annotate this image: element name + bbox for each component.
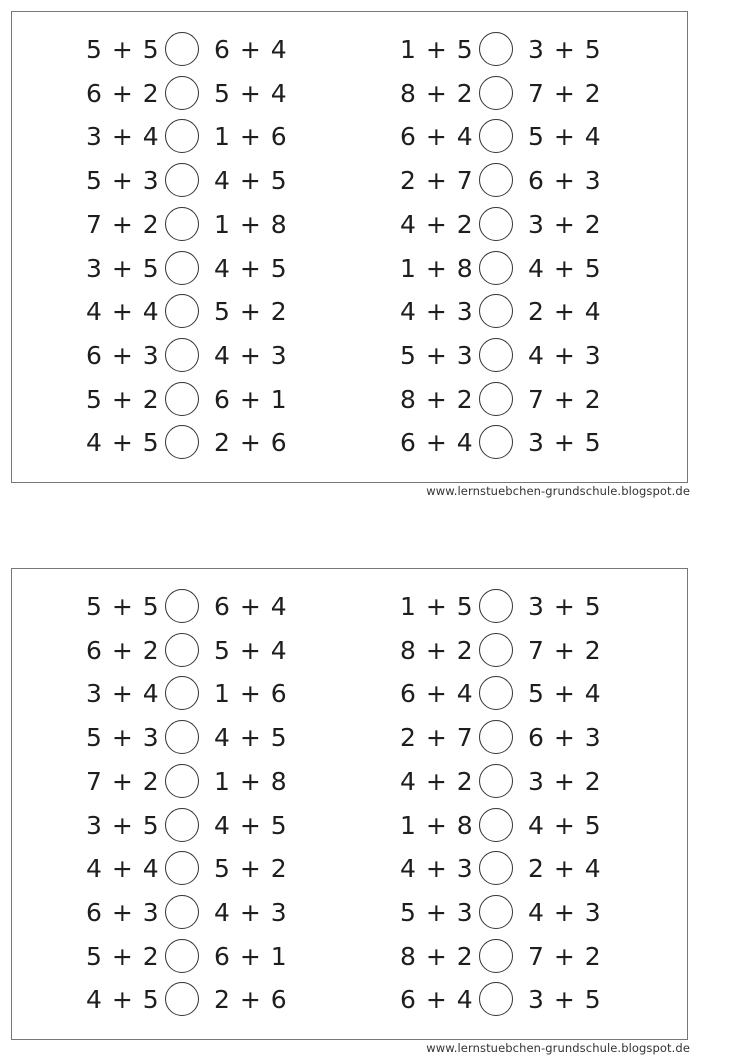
comparison-answer-circle[interactable] (165, 589, 199, 623)
worksheet-top (0, 0, 736, 500)
left-expression: 8 + 2 (400, 384, 474, 414)
comparison-answer-circle[interactable] (479, 119, 513, 153)
comparison-answer-circle[interactable] (165, 808, 199, 842)
comparison-answer-circle[interactable] (165, 939, 199, 973)
comparison-row (76, 161, 316, 205)
left-expression: 3 + 5 (86, 810, 160, 840)
right-expression: 1 + 8 (214, 766, 288, 796)
left-expression: 8 + 2 (400, 635, 474, 665)
left-expression: 3 + 4 (86, 122, 160, 152)
right-expression: 6 + 4 (214, 592, 288, 621)
right-expression: 6 + 1 (214, 941, 288, 971)
comparison-row (76, 718, 316, 762)
comparison-answer-circle[interactable] (479, 764, 513, 798)
comparison-answer-circle[interactable] (165, 76, 199, 110)
comparison-answer-circle[interactable] (479, 939, 513, 973)
right-expression: 2 + 4 (528, 297, 602, 327)
comparison-answer-circle[interactable] (165, 338, 199, 372)
comparison-answer-circle[interactable] (479, 382, 513, 416)
comparison-answer-circle[interactable] (479, 251, 513, 285)
comparison-row (390, 587, 630, 631)
comparison-answer-circle[interactable] (479, 982, 513, 1016)
comparison-answer-circle[interactable] (165, 294, 199, 328)
comparison-row (76, 336, 316, 380)
left-expression: 7 + 2 (86, 209, 160, 239)
right-expression: 3 + 2 (528, 209, 602, 239)
worksheet-frame (11, 568, 688, 1040)
comparison-row (390, 674, 630, 718)
comparison-answer-circle[interactable] (479, 851, 513, 885)
comparison-row (390, 161, 630, 205)
right-expression: 6 + 1 (214, 384, 288, 414)
left-expression: 4 + 3 (400, 297, 474, 327)
left-expression: 1 + 8 (400, 810, 474, 840)
comparison-answer-circle[interactable] (165, 163, 199, 197)
right-expression: 7 + 2 (528, 78, 602, 108)
comparison-answer-circle[interactable] (479, 294, 513, 328)
right-expression: 5 + 2 (214, 854, 288, 884)
left-expression: 5 + 3 (400, 340, 474, 370)
right-expression: 5 + 4 (528, 679, 602, 709)
left-expression: 5 + 2 (86, 384, 160, 414)
right-expression: 2 + 6 (214, 428, 288, 458)
right-expression: 3 + 5 (528, 592, 602, 621)
right-expression: 3 + 5 (528, 428, 602, 458)
right-expression: 1 + 8 (214, 209, 288, 239)
comparison-row (390, 380, 630, 424)
right-expression: 2 + 6 (214, 985, 288, 1015)
comparison-row (76, 249, 316, 293)
comparison-row (76, 849, 316, 893)
left-expression: 2 + 7 (400, 723, 474, 753)
comparison-answer-circle[interactable] (165, 895, 199, 929)
right-expression: 4 + 5 (214, 253, 288, 283)
comparison-answer-circle[interactable] (479, 76, 513, 110)
right-expression: 4 + 3 (214, 897, 288, 927)
right-expression: 3 + 2 (528, 766, 602, 796)
comparison-row (76, 380, 316, 424)
comparison-row (390, 292, 630, 336)
right-expression: 4 + 3 (528, 340, 602, 370)
comparison-row (76, 980, 316, 1024)
left-expression: 5 + 3 (86, 723, 160, 753)
comparison-answer-circle[interactable] (479, 633, 513, 667)
comparison-answer-circle[interactable] (165, 633, 199, 667)
comparison-row (76, 674, 316, 718)
comparison-row (76, 762, 316, 806)
comparison-row (76, 806, 316, 850)
comparison-answer-circle[interactable] (479, 720, 513, 754)
comparison-row (76, 117, 316, 161)
comparison-row (390, 336, 630, 380)
comparison-row (390, 980, 630, 1024)
worksheet-frame (11, 11, 688, 483)
comparison-answer-circle[interactable] (165, 764, 199, 798)
right-expression: 4 + 5 (528, 253, 602, 283)
comparison-row (390, 74, 630, 118)
comparison-answer-circle[interactable] (479, 589, 513, 623)
left-expression: 1 + 5 (400, 35, 474, 64)
comparison-row (390, 893, 630, 937)
right-expression: 1 + 6 (214, 122, 288, 152)
comparison-row (390, 30, 630, 74)
left-expression: 4 + 5 (86, 985, 160, 1015)
comparison-row (76, 631, 316, 675)
comparison-row (390, 631, 630, 675)
right-expression: 3 + 5 (528, 35, 602, 64)
right-expression: 4 + 3 (528, 897, 602, 927)
comparison-row (390, 249, 630, 293)
right-expression: 4 + 5 (214, 166, 288, 196)
comparison-row (76, 292, 316, 336)
left-expression: 1 + 5 (400, 592, 474, 621)
left-expression: 4 + 5 (86, 428, 160, 458)
right-expression: 5 + 4 (528, 122, 602, 152)
worksheet-bottom (0, 557, 736, 1057)
comparison-row (390, 205, 630, 249)
comparison-row (390, 849, 630, 893)
left-expression: 8 + 2 (400, 78, 474, 108)
comparison-answer-circle[interactable] (479, 207, 513, 241)
comparison-answer-circle[interactable] (479, 338, 513, 372)
comparison-row (390, 806, 630, 850)
right-expression: 4 + 5 (214, 723, 288, 753)
left-expression: 4 + 2 (400, 209, 474, 239)
left-expression: 3 + 5 (86, 253, 160, 283)
left-expression: 4 + 4 (86, 297, 160, 327)
left-expression: 6 + 3 (86, 340, 160, 370)
comparison-answer-circle[interactable] (165, 851, 199, 885)
left-expression: 6 + 4 (400, 122, 474, 152)
left-expression: 5 + 5 (86, 35, 160, 64)
left-expression: 1 + 8 (400, 253, 474, 283)
left-expression: 6 + 2 (86, 78, 160, 108)
left-expression: 7 + 2 (86, 766, 160, 796)
comparison-answer-circle[interactable] (165, 425, 199, 459)
right-expression: 5 + 2 (214, 297, 288, 327)
right-expression: 4 + 3 (214, 340, 288, 370)
right-expression: 3 + 5 (528, 985, 602, 1015)
comparison-row (76, 30, 316, 74)
comparison-row (390, 117, 630, 161)
left-expression: 4 + 4 (86, 854, 160, 884)
comparison-answer-circle[interactable] (165, 32, 199, 66)
comparison-row (76, 587, 316, 631)
left-expression: 4 + 3 (400, 854, 474, 884)
left-expression: 6 + 3 (86, 897, 160, 927)
left-expression: 3 + 4 (86, 679, 160, 709)
comparison-row (76, 423, 316, 467)
left-expression: 8 + 2 (400, 941, 474, 971)
comparison-row (390, 762, 630, 806)
right-expression: 4 + 5 (528, 810, 602, 840)
comparison-answer-circle[interactable] (479, 676, 513, 710)
comparison-row (390, 937, 630, 981)
comparison-row (390, 718, 630, 762)
comparison-row (76, 893, 316, 937)
comparison-answer-circle[interactable] (479, 425, 513, 459)
source-url: www.lernstuebchen-grundschule.blogspot.de (426, 1041, 690, 1055)
right-expression: 6 + 4 (214, 35, 288, 64)
left-expression: 6 + 4 (400, 428, 474, 458)
comparison-answer-circle[interactable] (165, 382, 199, 416)
comparison-row (76, 205, 316, 249)
right-expression: 1 + 6 (214, 679, 288, 709)
left-expression: 4 + 2 (400, 766, 474, 796)
left-expression: 6 + 4 (400, 679, 474, 709)
right-expression: 4 + 5 (214, 810, 288, 840)
comparison-answer-circle[interactable] (165, 207, 199, 241)
right-expression: 7 + 2 (528, 941, 602, 971)
left-expression: 6 + 2 (86, 635, 160, 665)
left-expression: 5 + 5 (86, 592, 160, 621)
comparison-answer-circle[interactable] (165, 251, 199, 285)
left-expression: 5 + 3 (86, 166, 160, 196)
right-expression: 6 + 3 (528, 166, 602, 196)
comparison-answer-circle[interactable] (479, 163, 513, 197)
left-expression: 5 + 2 (86, 941, 160, 971)
right-expression: 5 + 4 (214, 78, 288, 108)
comparison-row (76, 937, 316, 981)
comparison-answer-circle[interactable] (165, 982, 199, 1016)
comparison-answer-circle[interactable] (479, 895, 513, 929)
right-expression: 5 + 4 (214, 635, 288, 665)
comparison-answer-circle[interactable] (479, 808, 513, 842)
right-expression: 7 + 2 (528, 384, 602, 414)
left-expression: 2 + 7 (400, 166, 474, 196)
comparison-answer-circle[interactable] (479, 32, 513, 66)
comparison-answer-circle[interactable] (165, 119, 199, 153)
comparison-answer-circle[interactable] (165, 720, 199, 754)
comparison-row (390, 423, 630, 467)
source-url: www.lernstuebchen-grundschule.blogspot.de (426, 484, 690, 498)
right-expression: 7 + 2 (528, 635, 602, 665)
comparison-answer-circle[interactable] (165, 676, 199, 710)
left-expression: 5 + 3 (400, 897, 474, 927)
right-expression: 2 + 4 (528, 854, 602, 884)
left-expression: 6 + 4 (400, 985, 474, 1015)
comparison-row (76, 74, 316, 118)
right-expression: 6 + 3 (528, 723, 602, 753)
